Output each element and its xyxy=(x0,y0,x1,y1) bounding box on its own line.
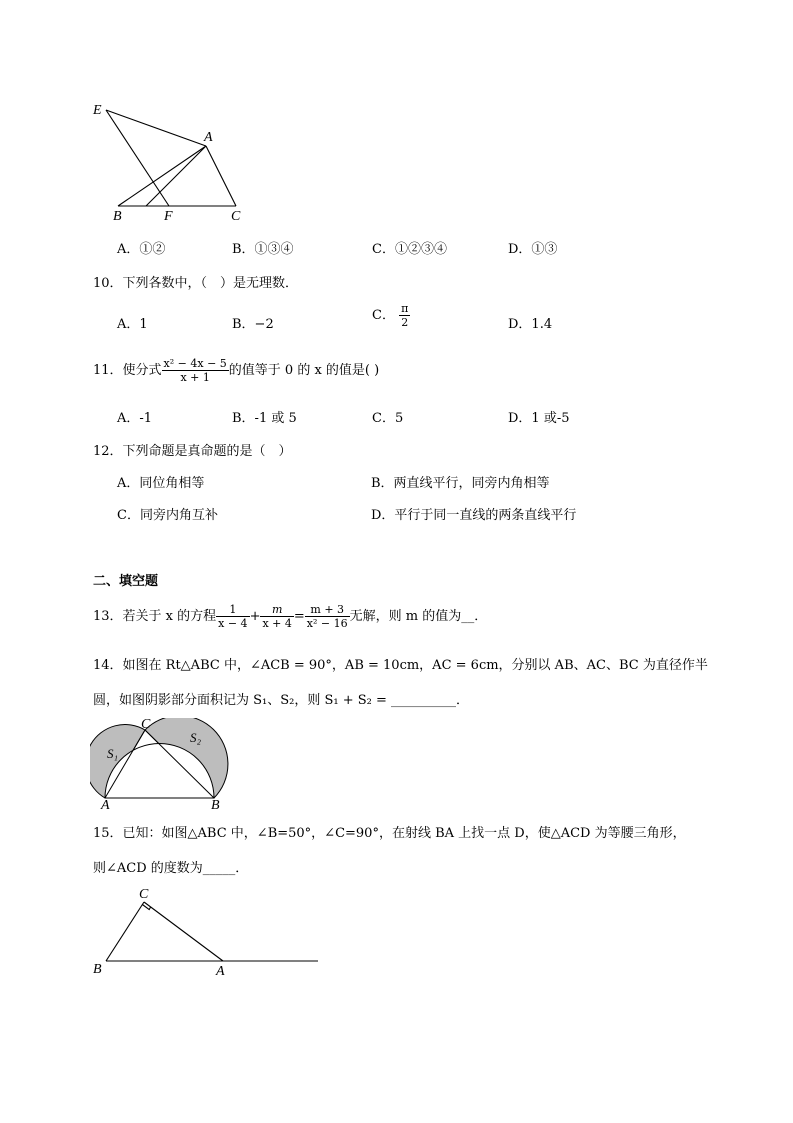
label-A: A xyxy=(101,798,110,810)
figure-q14 xyxy=(90,718,240,810)
q13-text xyxy=(93,603,487,630)
figure-q9 xyxy=(88,100,253,225)
label-A: A xyxy=(204,130,213,145)
q12-option-b: B．两直线平行，同旁内角相等 xyxy=(371,476,550,491)
label-C: C xyxy=(139,887,149,902)
label-B: B xyxy=(113,209,122,224)
equals-sign: = xyxy=(293,609,305,624)
q15-line-1: 15．已知：如图△ABC 中，∠B=50°，∠C=90°，在射线 BA 上找一点 D，使△ACD 为等腰三角形， xyxy=(93,826,686,841)
label-E: E xyxy=(93,103,102,118)
label-S1: S₁ xyxy=(107,746,119,761)
q12-text: 12．下列命题是真命题的是（ ） xyxy=(93,444,292,459)
fraction-denominator: x² − 16 xyxy=(306,617,348,630)
q11-suffix: 的值等于 0 的 x 的值是( ) xyxy=(228,363,380,378)
q13-fraction-1 xyxy=(216,603,249,630)
q10-option-c-prefix: C． xyxy=(372,308,395,323)
q11-option-d: D．1 或-5 xyxy=(508,411,570,426)
q9-option-d: D．①③ xyxy=(508,242,558,257)
label-B: B xyxy=(93,962,102,977)
q12-option-d: D．平行于同一直线的两条直线平行 xyxy=(371,508,577,523)
label-A: A xyxy=(216,964,225,978)
fraction-numerator: m xyxy=(260,603,293,617)
q11-text xyxy=(93,357,379,384)
fraction-denominator: x + 1 xyxy=(180,371,210,384)
q9-option-c: C．①②③④ xyxy=(372,242,447,257)
fraction-numerator: m + 3 xyxy=(305,603,350,617)
label-S2: S₂ xyxy=(190,730,202,745)
q10-option-c xyxy=(372,302,410,329)
label-F: F xyxy=(164,209,173,224)
q15-line-2: 则∠ACD 的度数为_____． xyxy=(93,861,249,876)
q13-fraction-3 xyxy=(305,603,350,630)
q11-option-c: C．5 xyxy=(372,411,404,426)
fraction-numerator: x² − 4x − 5 xyxy=(163,357,227,370)
fraction-numerator: 1 xyxy=(216,603,249,617)
q11-prefix: 11．使分式 xyxy=(93,363,162,378)
fraction-denominator: x + 4 xyxy=(262,617,292,630)
q12-option-c: C．同旁内角互补 xyxy=(117,508,218,523)
q9-option-a: A．①② xyxy=(117,242,166,257)
q10-text: 10．下列各数中，（ ）是无理数． xyxy=(93,276,299,291)
q9-option-b: B．①③④ xyxy=(232,242,294,257)
fraction-denominator: 2 xyxy=(401,316,409,329)
label-C: C xyxy=(141,718,151,732)
q13-prefix: 13．若关于 x 的方程 xyxy=(93,609,217,624)
fraction-denominator: x − 4 xyxy=(218,617,248,630)
q12-option-a: A．同位角相等 xyxy=(117,476,205,491)
q13-suffix: 无解，则 m 的值为__． xyxy=(349,609,488,624)
label-B: B xyxy=(211,798,220,810)
q10-option-b: B．−2 xyxy=(232,317,274,332)
q11-option-a: A．-1 xyxy=(117,411,153,426)
q11-fraction xyxy=(162,357,229,384)
q10-option-a: A．1 xyxy=(117,317,148,332)
q10-option-d: D．1.4 xyxy=(508,317,553,332)
plus-sign: + xyxy=(249,609,261,624)
label-C: C xyxy=(231,209,241,224)
q10-option-c-fraction xyxy=(399,302,410,329)
figure-q15 xyxy=(88,884,324,978)
q14-line-1: 14．如图在 Rt△ABC 中，∠ACB = 90°，AB = 10cm，AC = 6cm，分别以 AB、AC、BC 为直径作半 xyxy=(93,658,708,673)
q11-option-b: B．-1 或 5 xyxy=(232,411,297,426)
fraction-numerator: π xyxy=(401,302,409,315)
section-title: 二、填空题 xyxy=(93,574,159,589)
q13-fraction-2 xyxy=(260,603,293,630)
q14-line-2: 圆，如图阴影部分面积记为 S₁、S₂，则 S₁ + S₂ = __________． xyxy=(93,693,470,708)
